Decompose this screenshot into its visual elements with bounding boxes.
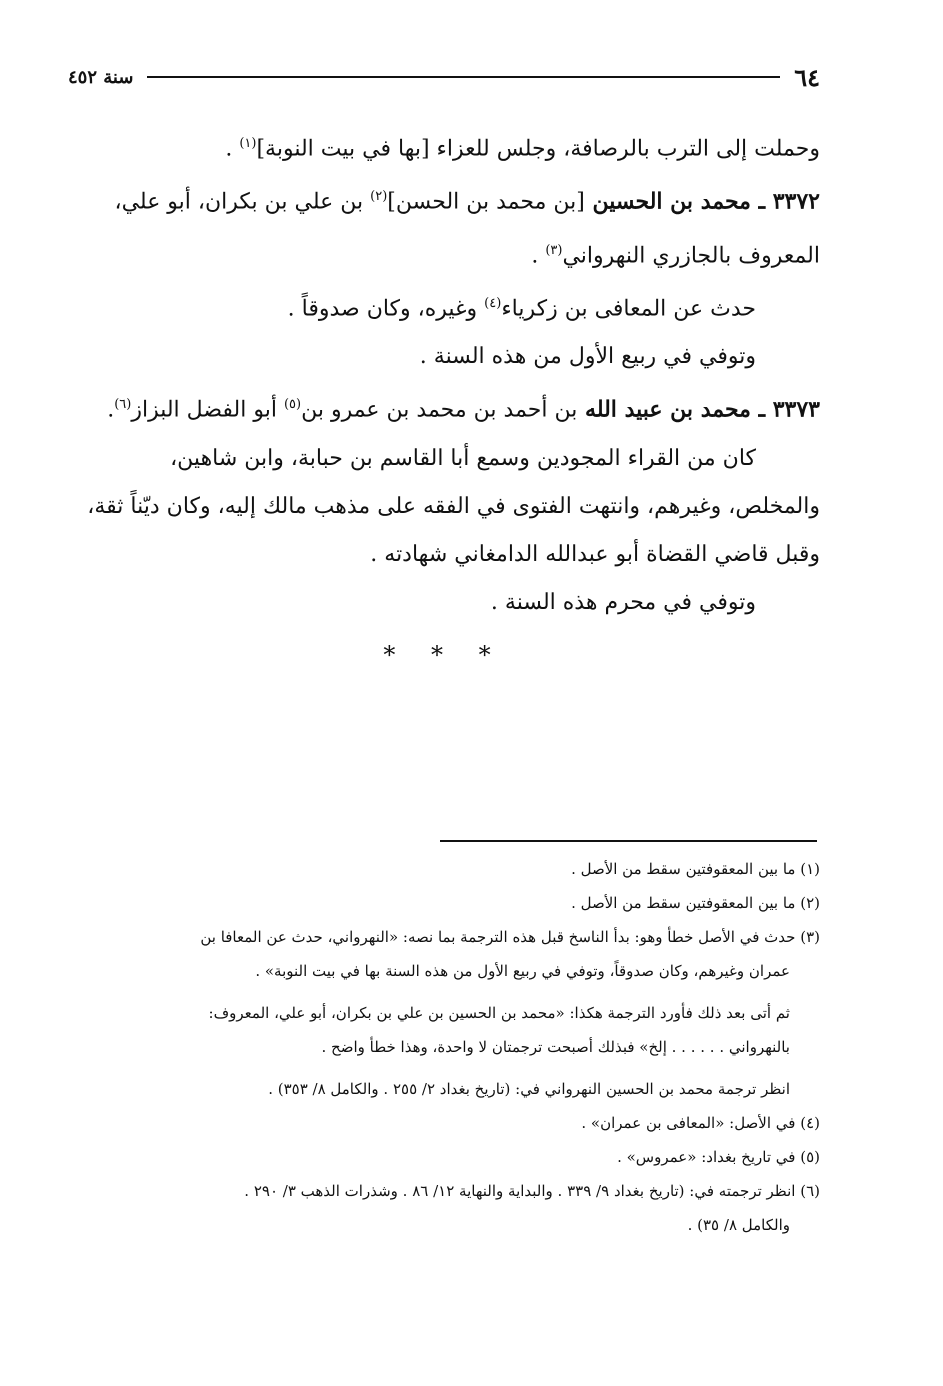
footnote-ref[interactable]: (٦) xyxy=(114,397,132,413)
main-text xyxy=(68,120,820,669)
footnote-1: (١) ما بين المعقوفتين سقط من الأصل . xyxy=(571,860,820,878)
entry-3373-line-2: كان من القراء المجودين وسمع أبا القاسم بن حبابة، وابن شاهين، xyxy=(170,445,756,471)
footnote-6-cont: والكامل ٨/ ٣٥) . xyxy=(687,1216,790,1234)
entry-3372-line-4: وتوفي في ربيع الأول من هذه السنة . xyxy=(419,344,756,370)
page-number: ٦٤ xyxy=(794,62,820,92)
footnote-ref[interactable]: (١) xyxy=(239,136,257,151)
footnote-ref[interactable]: (٤) xyxy=(484,295,502,311)
entry-number: ٣٣٧٣ ـ xyxy=(758,396,820,423)
entry-3372-line-1: ٣٣٧٢ ـ محمد بن الحسين [بن محمد بن الحسن]$^{(٢)}$ بن علي بن بكران، أبو علي، xyxy=(114,188,820,215)
footnote-ref[interactable]: (٢) xyxy=(370,189,388,205)
footnote-3-cont: انظر ترجمة محمد بن الحسين النهرواني في: (تاريخ بغداد ٢/ ٢٥٥ . والكامل ٨/ ٣٥٣) . xyxy=(268,1080,790,1098)
entry-3372-line-3: حدث عن المعافى بن زكرياء$^{(٤)}$ وغيره، وكان صدوقاً . xyxy=(287,295,756,322)
footnote-5: (٥) في تاريخ بغداد: «عمروس» . xyxy=(617,1148,820,1166)
footnote-3: (٣) حدث في الأصل خطأ وهو: بدأ الناسخ قبل هذه الترجمة بما نصه: «النهرواني، حدث عن المعافا بن xyxy=(200,928,820,946)
page-header xyxy=(68,60,820,94)
year-label: سنة ٤٥٢ xyxy=(68,66,134,88)
entry-3373-line-1: ٣٣٧٣ ـ محمد بن عبيد الله بن أحمد بن محمد بن عمرو بن$^{(٥)}$ أبو الفضل البزاز$^{(٦)}$. xyxy=(107,396,820,423)
header-rule xyxy=(147,76,780,78)
footnote-6: (٦) انظر ترجمته في: (تاريخ بغداد ٩/ ٣٣٩ . والبداية والنهاية ١٢/ ٨٦ . وشذرات الذهب ٣/ ٢٩٠ . xyxy=(244,1182,820,1200)
entry-name: محمد بن الحسين xyxy=(584,188,759,215)
entry-number: ٣٣٧٢ ـ xyxy=(758,188,820,215)
entry-3373-line-4: وقبل قاضي القضاة أبو عبدالله الدامغاني شهادته . xyxy=(370,541,820,567)
footnote-3-cont: عمران وغيرهم، وكان صدوقاً، وتوفي في ربيع الأول من هذه السنة بها في بيت النوبة» . xyxy=(255,962,790,980)
footnote-ref[interactable]: (٣) xyxy=(545,242,563,258)
footnote-2: (٢) ما بين المعقوفتين سقط من الأصل . xyxy=(571,894,820,912)
footnote-3-cont: ثم أتى بعد ذلك فأورد الترجمة هكذا: «محمد بن الحسين بن علي بن بكران، أبو علي، المعروف: xyxy=(208,1004,790,1022)
footnote-4: (٤) في الأصل: «المعافى بن عمران» . xyxy=(581,1114,820,1132)
paragraph: وحملت إلى الترب بالرصافة، وجلس للعزاء [بها في بيت النوبة]$^{(١)}$ . xyxy=(225,136,820,162)
footnote-3-cont: بالنهرواني . . . . . . إلخ» فبذلك أصبحت ترجمتان لا واحدة، وهذا خطأ واضح . xyxy=(321,1038,790,1056)
entry-name: محمد بن عبيد الله xyxy=(577,396,759,423)
footnote-ref[interactable]: (٥) xyxy=(283,397,302,413)
entry-3372-line-2: المعروف بالجازري النهرواني$^{(٣)}$ . xyxy=(531,242,820,268)
entry-3373-line-5: وتوفي في محرم هذه السنة . xyxy=(490,589,756,615)
footnote-rule xyxy=(440,840,817,842)
section-separator: * * * xyxy=(383,640,505,669)
entry-3373-line-3: والمخلص، وغيرهم، وانتهت الفتوى في الفقه على مذهب مالك إليه، وكان ديّناً ثقة، xyxy=(87,493,820,519)
footnotes xyxy=(68,852,820,1242)
